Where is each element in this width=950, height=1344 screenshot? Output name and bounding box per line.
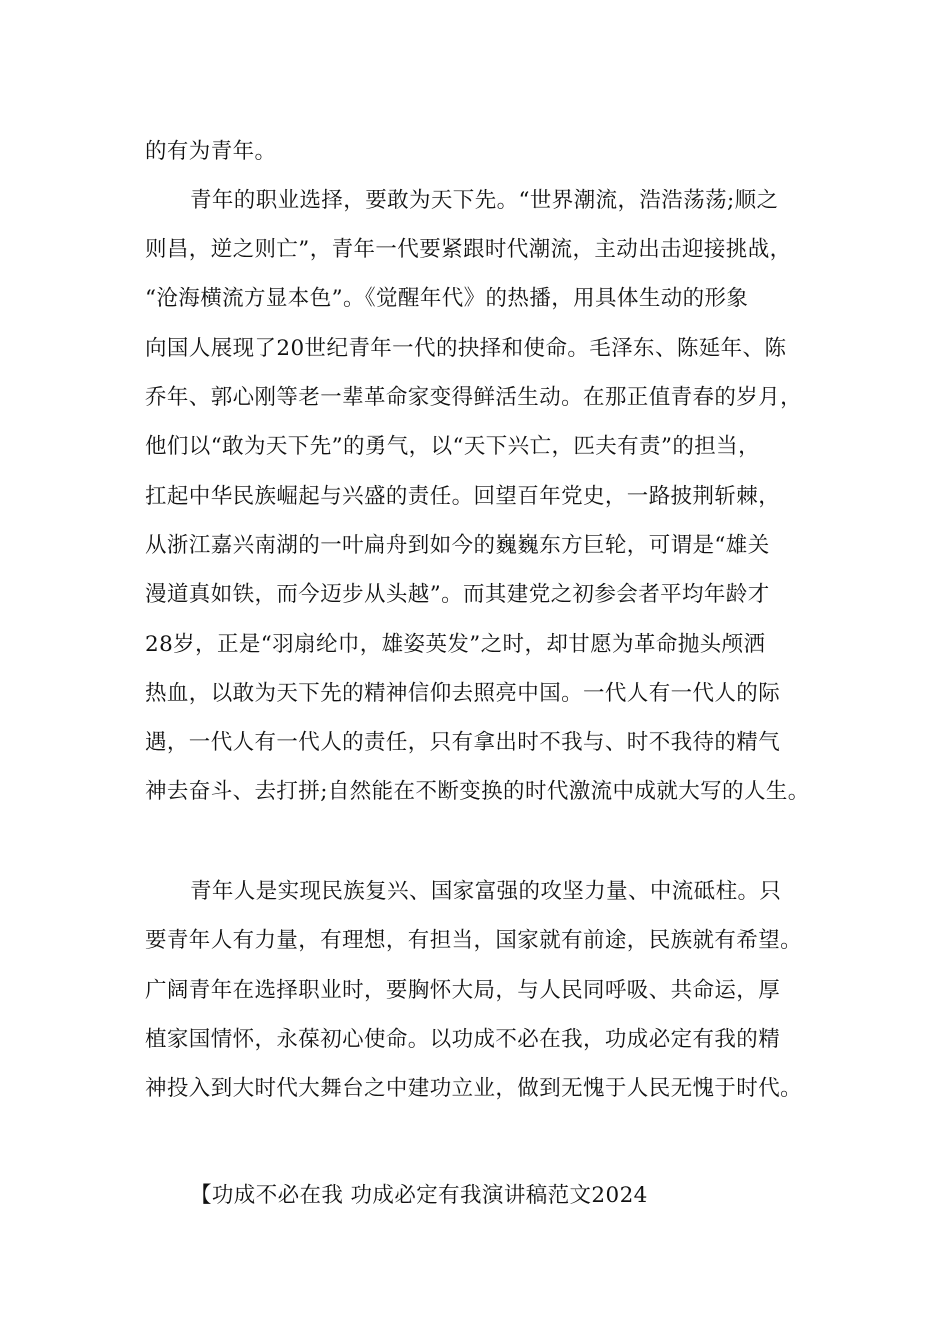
paragraph-line: 从浙江嘉兴南湖的一叶扁舟到如今的巍巍东方巨轮，可谓是“雄关	[145, 533, 770, 558]
paragraph-line: 漫道真如铁，而今迈步从头越”。而其建党之初参会者平均年龄才	[145, 582, 770, 607]
paragraph-line: 扛起中华民族崛起与兴盛的责任。回望百年党史，一路披荆斩棘，	[145, 484, 781, 509]
paragraph-line: 乔年、郭心刚等老一辈革命家变得鲜活生动。在那正值青春的岁月，	[145, 385, 803, 410]
paragraph-line: 神去奋斗、去打拼;自然能在不断变换的时代激流中成就大写的人生。	[145, 779, 810, 804]
paragraph-line: 28岁，正是“羽扇纶巾，雄姿英发”之时，却甘愿为革命抛头颅洒	[145, 632, 766, 657]
paragraph-line: 广阔青年在选择职业时，要胸怀大局，与人民同呼吸、共命运，厚	[145, 978, 781, 1003]
paragraph-line: “沧海横流方显本色”。《觉醒年代》的热播，用具体生动的形象	[145, 286, 749, 311]
paragraph-line: 遇，一代人有一代人的责任，只有拿出时不我与、时不我待的精气	[145, 730, 781, 755]
paragraph-line: 向国人展现了20世纪青年一代的抉择和使命。毛泽东、陈延年、陈	[145, 336, 787, 361]
paragraph-line: 神投入到大时代大舞台之中建功立业，做到无愧于人民无愧于时代。	[145, 1076, 803, 1101]
continuation-line: 的有为青年。	[145, 139, 277, 164]
paragraph-line: 青年的职业选择，要敢为天下先。“世界潮流，浩浩荡荡;顺之	[190, 188, 779, 213]
section-heading: 【功成不必在我 功成必定有我演讲稿范文2024	[190, 1183, 648, 1208]
paragraph-line: 热血，以敢为天下先的精神信仰去照亮中国。一代人有一代人的际	[145, 681, 781, 706]
paragraph-line: 则昌，逆之则亡”，青年一代要紧跟时代潮流，主动出击迎接挑战，	[145, 237, 792, 262]
paragraph-line: 要青年人有力量，有理想，有担当，国家就有前途，民族就有希望。	[145, 928, 803, 953]
paragraph-line: 植家国情怀，永葆初心使命。以功成不必在我，功成必定有我的精	[145, 1027, 781, 1052]
paragraph-line: 青年人是实现民族复兴、国家富强的攻坚力量、中流砥柱。只	[190, 879, 782, 904]
paragraph-line: 他们以“敢为天下先”的勇气，以“天下兴亡，匹夫有责”的担当，	[145, 434, 760, 459]
